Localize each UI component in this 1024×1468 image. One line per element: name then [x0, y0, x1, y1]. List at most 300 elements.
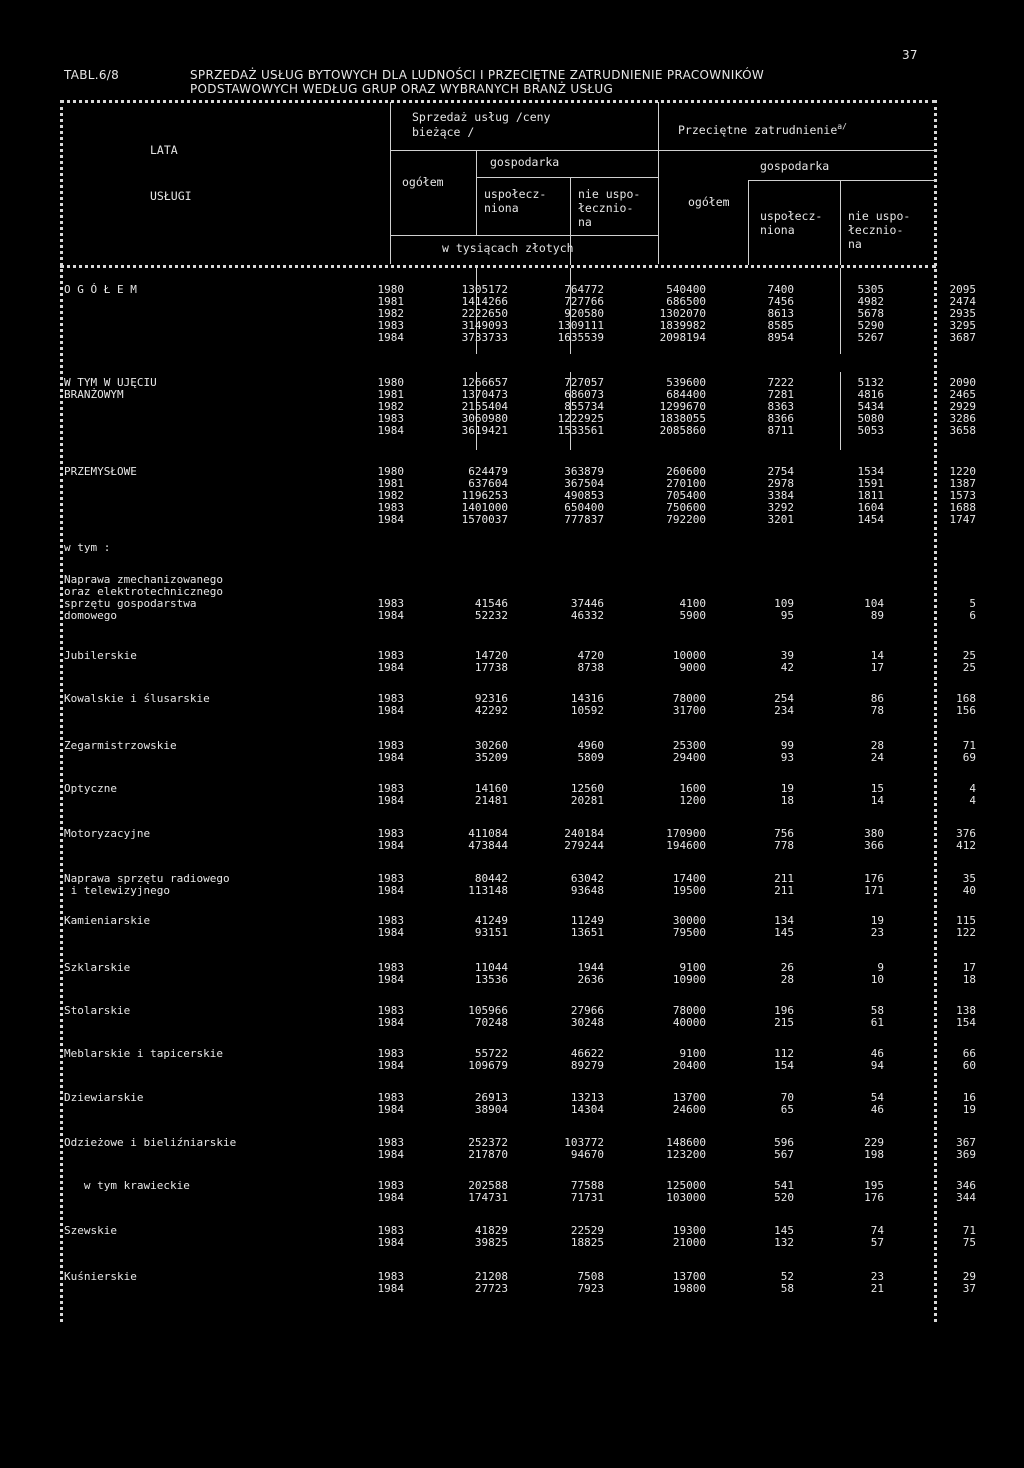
group-rows — [330, 1137, 976, 1161]
value-cell: 58 — [870, 1004, 884, 1017]
value-cell: 12560 — [570, 782, 604, 795]
value-cell — [404, 574, 508, 586]
value-cell: 10 — [870, 972, 884, 986]
header-divider — [748, 180, 749, 265]
value-cell: 2098194 — [659, 330, 706, 344]
value-cell: 13213 — [570, 1091, 604, 1104]
value-cell: 38904 — [474, 1102, 508, 1116]
header-bottom-border — [60, 265, 936, 268]
value-cell: 75 — [962, 1235, 976, 1249]
group-rows — [330, 1092, 976, 1116]
value-cell: 727766 — [564, 294, 604, 308]
table-row — [330, 490, 976, 502]
value-cell: 115 — [956, 914, 976, 927]
value-cell: 41546 — [474, 596, 508, 610]
group-label: PRZEMYSŁOWE — [64, 465, 137, 478]
value-cell: 541 — [774, 1179, 794, 1192]
value-cell: 78000 — [672, 1004, 706, 1017]
employment-header — [678, 120, 847, 137]
value-cell: 8738 — [577, 660, 604, 674]
value-cell: 727057 — [564, 376, 604, 389]
header-divider — [840, 180, 841, 265]
value-cell: 103772 — [564, 1136, 604, 1149]
value-cell: 145 — [774, 1224, 794, 1237]
table-row — [330, 478, 976, 490]
value-cell: 176 — [864, 872, 884, 885]
value-cell: 2222650 — [461, 306, 508, 320]
value-cell: 344 — [956, 1190, 976, 1204]
group-rows — [330, 873, 976, 897]
value-cell: 156 — [956, 703, 976, 717]
title-line-2: PODSTAWOWYCH WEDŁUG GRUP ORAZ WYBRANYCH BRANŻ USŁUG — [190, 82, 614, 96]
table-row — [330, 514, 976, 526]
value-cell: 3292 — [767, 500, 794, 514]
value-cell: 367 — [956, 1136, 976, 1149]
table-row — [330, 1237, 976, 1249]
page-number: 37 — [902, 48, 918, 62]
year-cell: 1982 — [377, 306, 404, 320]
value-cell: 7281 — [767, 387, 794, 401]
value-cell: 194600 — [666, 838, 706, 852]
value-cell: 2929 — [949, 399, 976, 413]
value-cell: 71 — [962, 1224, 976, 1237]
value-cell: 42292 — [474, 703, 508, 717]
group-label: sprzętu gospodarstwa — [64, 596, 197, 610]
value-cell: 71 — [962, 739, 976, 752]
emp-uspol-header: uspołecz- — [760, 209, 823, 223]
year-cell: 1984 — [377, 660, 404, 674]
value-cell: 4982 — [857, 294, 884, 308]
group-label: Zegarmistrzowskie — [64, 739, 177, 752]
header-divider — [748, 180, 935, 181]
group-label: Stolarskie — [64, 1004, 131, 1017]
emp-nieuspol-header: nie uspo- — [848, 209, 911, 223]
year-cell: 1983 — [377, 649, 404, 662]
year-cell: 1984 — [377, 1058, 404, 1072]
value-cell: 5080 — [857, 411, 884, 425]
value-cell: 195 — [864, 1179, 884, 1192]
header-divider — [390, 102, 391, 264]
value-cell: 920580 — [564, 306, 604, 320]
value-cell: 42 — [780, 660, 794, 674]
value-cell: 2935 — [949, 306, 976, 320]
table-row — [330, 974, 976, 986]
value-cell: 65 — [780, 1102, 794, 1116]
group-label: Dziewiarskie — [64, 1091, 144, 1104]
group-rows — [330, 915, 976, 939]
value-cell: 112 — [774, 1047, 794, 1060]
value-cell: 93648 — [570, 883, 604, 897]
value-cell: 3733733 — [461, 330, 508, 344]
value-cell: 9 — [877, 961, 884, 974]
year-cell: 1983 — [377, 739, 404, 752]
value-cell: 10592 — [570, 703, 604, 717]
value-cell: 92316 — [474, 692, 508, 705]
uslugi-header: USŁUGI — [150, 189, 192, 203]
group-label: Odzieżowe i bieliźniarskie — [64, 1136, 237, 1149]
value-cell: 13700 — [672, 1091, 706, 1104]
group-rows — [330, 828, 976, 852]
value-cell: 260600 — [666, 465, 706, 478]
year-cell: 1983 — [377, 596, 404, 610]
value-cell: 60 — [962, 1058, 976, 1072]
value-cell: 369 — [956, 1147, 976, 1161]
value-cell: 19800 — [672, 1281, 706, 1295]
title-line-1: SPRZEDAŻ USŁUG BYTOWYCH DLA LUDNOŚCI I PRZECIĘTNE ZATRUDNIENIE PRACOWNIKÓW — [190, 68, 764, 82]
value-cell: 217870 — [468, 1147, 508, 1161]
emp-nieuspol-header-3: na — [848, 237, 862, 251]
group-label: Jubilerskie — [64, 649, 137, 662]
value-cell: 71731 — [570, 1190, 604, 1204]
value-cell: 778 — [774, 838, 794, 852]
group-rows — [330, 1180, 976, 1204]
value-cell: 30000 — [672, 914, 706, 927]
value-cell: 30248 — [570, 1015, 604, 1029]
value-cell: 21 — [870, 1281, 884, 1295]
value-cell: 35 — [962, 872, 976, 885]
value-cell: 55722 — [474, 1047, 508, 1060]
value-cell: 14160 — [474, 782, 508, 795]
group-label: W TYM W UJĘCIU — [64, 376, 157, 389]
value-cell: 490853 — [564, 488, 604, 502]
year-cell: 1983 — [377, 961, 404, 974]
group-label: Naprawa zmechanizowanego — [64, 573, 223, 586]
value-cell: 171 — [864, 883, 884, 897]
value-cell: 2085860 — [659, 423, 706, 437]
value-cell: 1220 — [949, 465, 976, 478]
emp-gospodarka-header: gospodarka — [760, 159, 830, 173]
value-cell: 5434 — [857, 399, 884, 413]
value-cell: 104 — [864, 596, 884, 610]
value-cell: 1299670 — [659, 399, 706, 413]
value-cell: 66 — [962, 1047, 976, 1060]
value-cell: 211 — [774, 883, 794, 897]
table-row — [330, 425, 976, 437]
value-cell: 3295 — [949, 318, 976, 332]
value-cell: 1266657 — [461, 376, 508, 389]
value-cell: 29400 — [672, 750, 706, 764]
header-divider — [476, 150, 477, 235]
value-cell: 10900 — [672, 972, 706, 986]
year-cell: 1984 — [377, 750, 404, 764]
group-rows — [330, 284, 976, 343]
value-cell: 211 — [774, 872, 794, 885]
value-cell: 279244 — [564, 838, 604, 852]
table-row — [330, 927, 976, 939]
year-cell: 1984 — [377, 972, 404, 986]
value-cell: 764772 — [564, 283, 604, 296]
table-row — [330, 1192, 976, 1204]
value-cell: 46622 — [570, 1047, 604, 1060]
value-cell: 7923 — [577, 1281, 604, 1295]
value-cell: 30260 — [474, 739, 508, 752]
value-cell: 46332 — [570, 608, 604, 622]
value-cell: 1591 — [857, 476, 884, 490]
value-cell: 13536 — [474, 972, 508, 986]
value-cell: 17 — [870, 660, 884, 674]
header-divider — [658, 102, 659, 264]
year-cell: 1982 — [377, 399, 404, 413]
value-cell: 113148 — [468, 883, 508, 897]
group-label: Kamieniarskie — [64, 914, 151, 927]
year-cell: 1982 — [377, 488, 404, 502]
value-cell: 367504 — [564, 476, 604, 490]
value-cell: 28 — [780, 972, 794, 986]
value-cell: 18 — [780, 793, 794, 807]
value-cell: 138 — [956, 1004, 976, 1017]
value-cell: 1747 — [949, 512, 976, 526]
value-cell: 5290 — [857, 318, 884, 332]
value-cell: 1600 — [679, 782, 706, 795]
value-cell — [508, 574, 604, 586]
value-cell: 2465 — [949, 387, 976, 401]
value-cell: 229 — [864, 1136, 884, 1149]
value-cell: 1839982 — [659, 318, 706, 332]
value-cell: 46 — [870, 1102, 884, 1116]
value-cell: 705400 — [666, 488, 706, 502]
value-cell: 2636 — [577, 972, 604, 986]
value-cell: 1387 — [949, 476, 976, 490]
group-rows — [330, 1048, 976, 1072]
sales-nieuspol-header-3: na — [578, 215, 592, 229]
value-cell: 24600 — [672, 1102, 706, 1116]
value-cell: 3384 — [767, 488, 794, 502]
year-cell: 1981 — [377, 387, 404, 401]
table-row — [330, 885, 976, 897]
group-rows — [330, 650, 976, 674]
year-cell: 1983 — [377, 827, 404, 840]
value-cell: 35209 — [474, 750, 508, 764]
value-cell: 41249 — [474, 914, 508, 927]
value-cell: 3201 — [767, 512, 794, 526]
value-cell: 17 — [962, 961, 976, 974]
year-cell: 1984 — [377, 330, 404, 344]
value-cell: 11249 — [570, 914, 604, 927]
value-cell: 37 — [962, 1281, 976, 1295]
value-cell: 9100 — [679, 1047, 706, 1060]
value-cell: 792200 — [666, 512, 706, 526]
group-label: w tym krawieckie — [64, 1179, 190, 1192]
value-cell: 1534 — [857, 465, 884, 478]
value-cell: 74 — [870, 1224, 884, 1237]
value-cell: 380 — [864, 827, 884, 840]
value-cell: 539600 — [666, 376, 706, 389]
year-cell: 1983 — [377, 1047, 404, 1060]
value-cell: 27723 — [474, 1281, 508, 1295]
value-cell: 8366 — [767, 411, 794, 425]
value-cell: 132 — [774, 1235, 794, 1249]
year-cell: 1984 — [377, 1190, 404, 1204]
value-cell: 3619421 — [461, 423, 508, 437]
value-cell: 154 — [774, 1058, 794, 1072]
value-cell: 6 — [969, 608, 976, 622]
value-cell: 366 — [864, 838, 884, 852]
year-cell: 1983 — [377, 1224, 404, 1237]
value-cell: 14 — [870, 649, 884, 662]
value-cell: 21481 — [474, 793, 508, 807]
value-cell: 363879 — [564, 465, 604, 478]
year-cell: 1983 — [377, 1179, 404, 1192]
year-cell: 1983 — [377, 411, 404, 425]
value-cell: 198 — [864, 1147, 884, 1161]
year-cell: 1983 — [377, 1004, 404, 1017]
year-cell: 1983 — [377, 500, 404, 514]
value-cell: 346 — [956, 1179, 976, 1192]
table-row — [330, 840, 976, 852]
value-cell: 5 — [969, 596, 976, 610]
year-cell: 1983 — [377, 914, 404, 927]
value-cell: 95 — [780, 608, 794, 622]
value-cell: 52 — [780, 1270, 794, 1283]
value-cell: 54 — [870, 1091, 884, 1104]
year-cell: 1984 — [377, 608, 404, 622]
group-label: w tym : — [64, 541, 111, 554]
group-label: Motoryzacyjne — [64, 827, 151, 840]
value-cell: 5809 — [577, 750, 604, 764]
value-cell: 19500 — [672, 883, 706, 897]
value-cell: 4816 — [857, 387, 884, 401]
value-cell: 567 — [774, 1147, 794, 1161]
value-cell: 4 — [969, 782, 976, 795]
header-divider — [390, 150, 658, 151]
table-row — [330, 401, 976, 413]
value-cell: 8585 — [767, 318, 794, 332]
value-cell: 28 — [870, 739, 884, 752]
table-row — [330, 320, 976, 332]
value-cell: 750600 — [666, 500, 706, 514]
value-cell: 686073 — [564, 387, 604, 401]
value-cell: 17738 — [474, 660, 508, 674]
value-cell: 8954 — [767, 330, 794, 344]
value-cell: 3658 — [949, 423, 976, 437]
group-label: oraz elektrotechnicznego — [64, 584, 223, 598]
value-cell: 174731 — [468, 1190, 508, 1204]
group-label: BRANŻOWYM — [64, 387, 124, 401]
value-cell: 148600 — [666, 1136, 706, 1149]
value-cell: 637604 — [468, 476, 508, 490]
value-cell: 4960 — [577, 739, 604, 752]
year-cell: 1984 — [377, 423, 404, 437]
group-rows — [330, 466, 976, 525]
table-row — [330, 610, 976, 622]
table-row — [330, 332, 976, 344]
value-cell: 686500 — [666, 294, 706, 308]
sales-gospodarka-header: gospodarka — [490, 155, 560, 169]
group-label: Naprawa sprzętu radiowego — [64, 872, 230, 885]
value-cell: 4 — [969, 793, 976, 807]
year-cell: 1984 — [377, 703, 404, 717]
value-cell: 26 — [780, 961, 794, 974]
value-cell: 7400 — [767, 283, 794, 296]
table-row — [330, 296, 976, 308]
year-cell: 1981 — [377, 476, 404, 490]
emp-nieuspol-header-2: łecznio- — [848, 223, 904, 237]
table-row — [330, 1283, 976, 1295]
value-cell: 2095 — [949, 283, 976, 296]
value-cell: 176 — [864, 1190, 884, 1204]
value-cell — [884, 574, 976, 586]
table-row — [330, 1017, 976, 1029]
value-cell: 1573 — [949, 488, 976, 502]
group-rows — [330, 1271, 976, 1295]
value-cell: 1302070 — [659, 306, 706, 320]
value-cell: 473844 — [468, 838, 508, 852]
footnote-mark: a/ — [837, 122, 847, 131]
value-cell: 77588 — [570, 1179, 604, 1192]
sales-uspol-header-2: niona — [484, 201, 519, 215]
value-cell: 79500 — [672, 925, 706, 939]
value-cell — [884, 586, 976, 598]
value-cell: 2978 — [767, 476, 794, 490]
value-cell: 17400 — [672, 872, 706, 885]
group-label: Kowalskie i ślusarskie — [64, 692, 210, 705]
value-cell: 26913 — [474, 1091, 508, 1104]
value-cell: 61 — [870, 1015, 884, 1029]
group-rows — [330, 377, 976, 436]
year-cell: 1980 — [377, 283, 404, 296]
value-cell: 23 — [870, 925, 884, 939]
value-cell — [604, 586, 706, 598]
value-cell: 3060980 — [461, 411, 508, 425]
value-cell: 14 — [870, 793, 884, 807]
value-cell: 170900 — [666, 827, 706, 840]
value-cell — [706, 574, 794, 586]
value-cell: 125000 — [666, 1179, 706, 1192]
year-cell: 1984 — [377, 793, 404, 807]
year-cell: 1984 — [377, 1281, 404, 1295]
value-cell: 25 — [962, 649, 976, 662]
table-row — [330, 662, 976, 674]
value-cell: 86 — [870, 692, 884, 705]
value-cell: 134 — [774, 914, 794, 927]
value-cell: 520 — [774, 1190, 794, 1204]
value-cell: 412 — [956, 838, 976, 852]
value-cell: 154 — [956, 1015, 976, 1029]
year-cell: 1980 — [377, 376, 404, 389]
value-cell: 52232 — [474, 608, 508, 622]
value-cell: 4100 — [679, 596, 706, 610]
value-cell: 99 — [780, 739, 794, 752]
value-cell: 1200 — [679, 793, 706, 807]
value-cell: 3687 — [949, 330, 976, 344]
value-cell: 37446 — [570, 596, 604, 610]
value-cell: 109 — [774, 596, 794, 610]
year-cell: 1984 — [377, 925, 404, 939]
value-cell: 1454 — [857, 512, 884, 526]
value-cell: 777837 — [564, 512, 604, 526]
value-cell: 94670 — [570, 1147, 604, 1161]
value-cell: 58 — [780, 1281, 794, 1295]
value-cell: 5132 — [857, 376, 884, 389]
value-cell: 8363 — [767, 399, 794, 413]
value-cell — [794, 574, 884, 586]
value-cell: 4720 — [577, 649, 604, 662]
year-cell: 1984 — [377, 883, 404, 897]
value-cell: 20400 — [672, 1058, 706, 1072]
value-cell: 376 — [956, 827, 976, 840]
value-cell: 1533561 — [557, 423, 604, 437]
value-cell: 57 — [870, 1235, 884, 1249]
value-cell: 596 — [774, 1136, 794, 1149]
value-cell: 94 — [870, 1058, 884, 1072]
value-cell: 3149093 — [461, 318, 508, 332]
value-cell: 254 — [774, 692, 794, 705]
value-cell: 123200 — [666, 1147, 706, 1161]
value-cell: 93 — [780, 750, 794, 764]
sales-nieuspol-header-2: łecznio- — [578, 201, 634, 215]
value-cell: 10000 — [672, 649, 706, 662]
year-cell: 1984 — [377, 1235, 404, 1249]
